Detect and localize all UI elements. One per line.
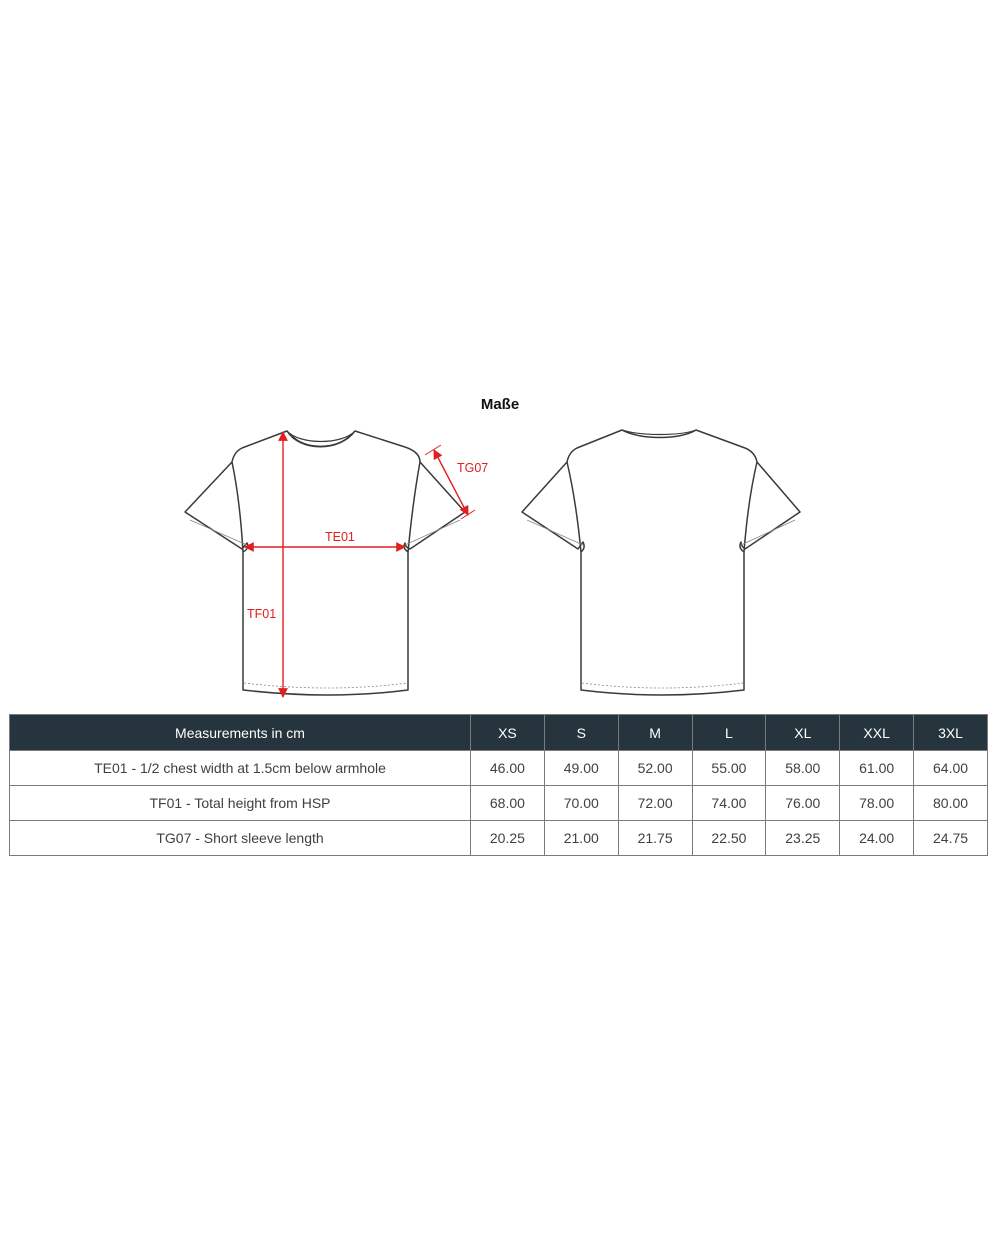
size-header-cell: XS [471, 715, 545, 751]
value-cell: 55.00 [692, 751, 766, 786]
value-cell: 24.00 [840, 821, 914, 856]
value-cell: 74.00 [692, 786, 766, 821]
value-cell: 46.00 [471, 751, 545, 786]
row-label-cell: TE01 - 1/2 chest width at 1.5cm below armhole [10, 751, 471, 786]
size-header-cell: M [618, 715, 692, 751]
tshirt-diagram [0, 420, 1000, 710]
measurements-table [9, 714, 988, 856]
value-cell: 61.00 [840, 751, 914, 786]
size-header-cell: XXL [840, 715, 914, 751]
table-row [10, 786, 988, 821]
value-cell: 72.00 [618, 786, 692, 821]
total-height-label: TF01 [247, 607, 277, 621]
value-cell: 49.00 [544, 751, 618, 786]
chest-width-label: TE01 [325, 530, 355, 544]
size-header-cell: S [544, 715, 618, 751]
value-cell: 78.00 [840, 786, 914, 821]
row-label-cell: TG07 - Short sleeve length [10, 821, 471, 856]
row-label-cell: TF01 - Total height from HSP [10, 786, 471, 821]
page-title: Maße [480, 396, 520, 413]
tshirt-front-illustration [185, 431, 465, 695]
value-cell: 68.00 [471, 786, 545, 821]
value-cell: 80.00 [914, 786, 988, 821]
table-row [10, 751, 988, 786]
value-cell: 20.25 [471, 821, 545, 856]
value-cell: 22.50 [692, 821, 766, 856]
tshirt-back-illustration [522, 430, 800, 695]
value-cell: 21.00 [544, 821, 618, 856]
size-header-cell: L [692, 715, 766, 751]
size-header-cell: XL [766, 715, 840, 751]
value-cell: 58.00 [766, 751, 840, 786]
value-cell: 64.00 [914, 751, 988, 786]
table-header-row [10, 715, 988, 751]
value-cell: 76.00 [766, 786, 840, 821]
value-cell: 21.75 [618, 821, 692, 856]
value-cell: 23.25 [766, 821, 840, 856]
header-label-cell: Measurements in cm [10, 715, 471, 751]
value-cell: 24.75 [914, 821, 988, 856]
size-header-cell: 3XL [914, 715, 988, 751]
value-cell: 52.00 [618, 751, 692, 786]
sleeve-length-label: TG07 [457, 461, 489, 475]
table-row [10, 821, 988, 856]
value-cell: 70.00 [544, 786, 618, 821]
